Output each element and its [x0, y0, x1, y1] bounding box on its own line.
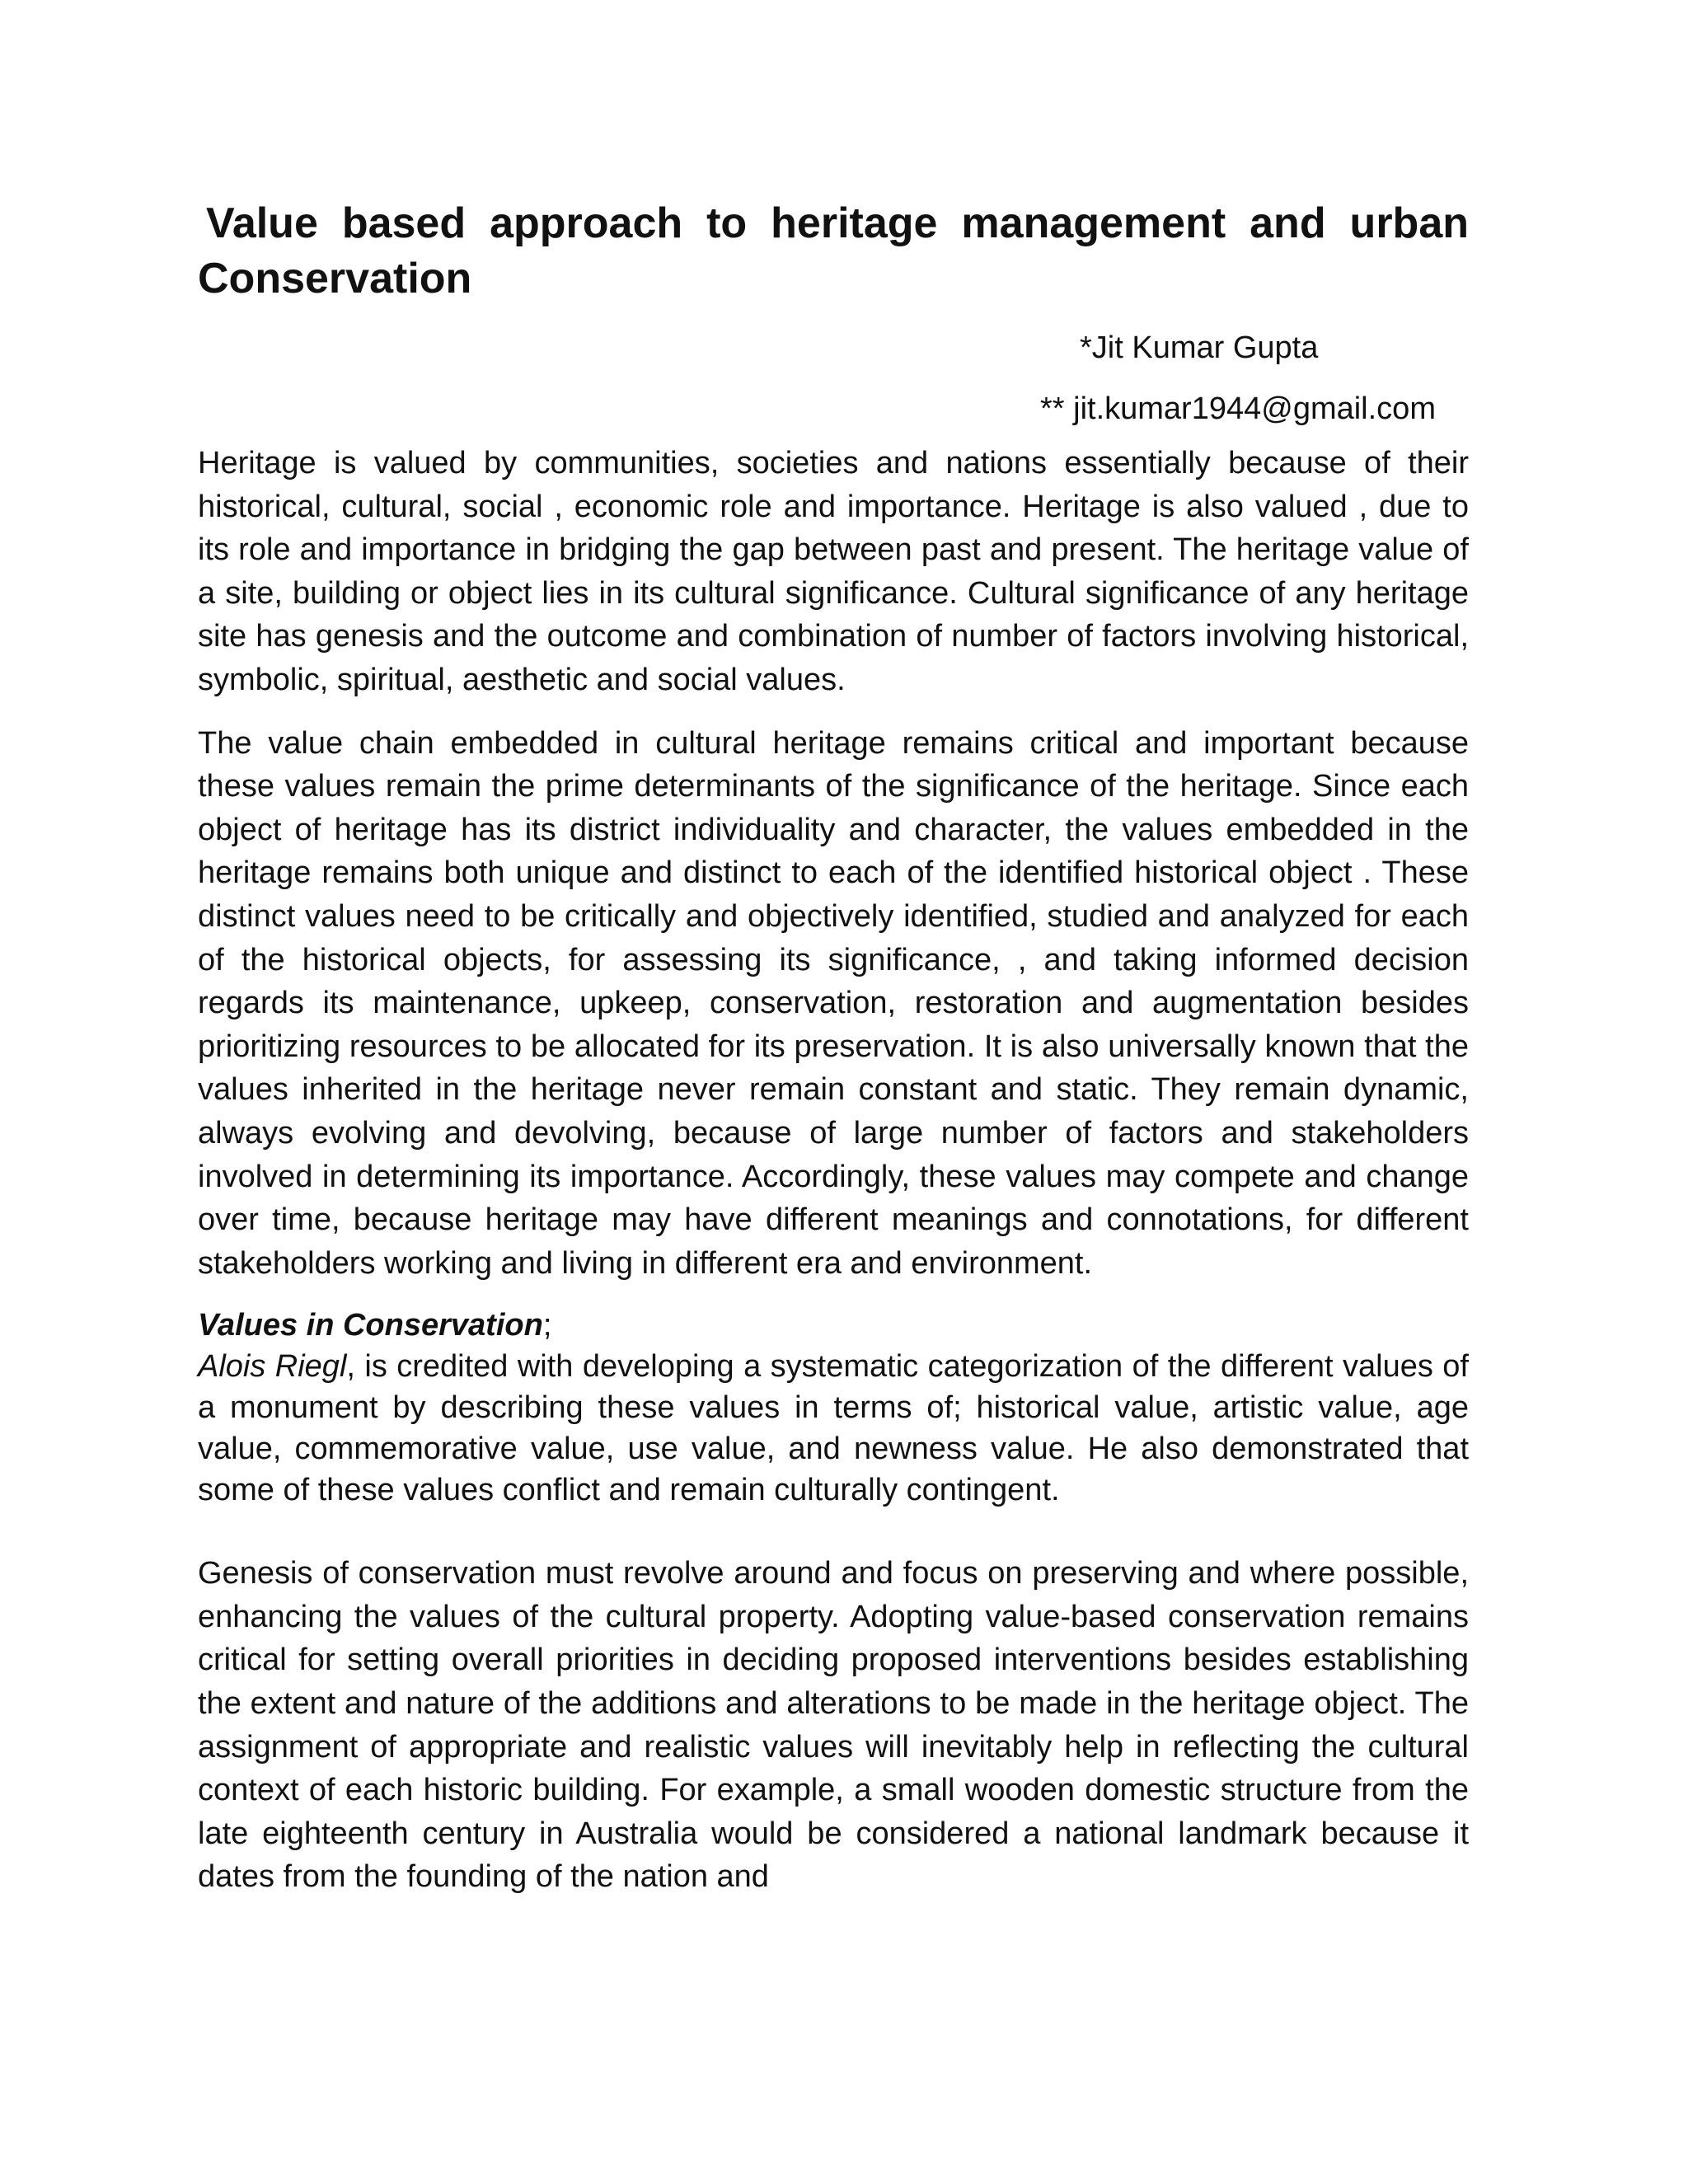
- section-heading: [198, 1305, 1469, 1346]
- author-name: *Jit Kumar Gupta: [1080, 330, 1319, 365]
- document-body: [198, 196, 1469, 1899]
- section-heading-suffix: ;: [542, 1308, 552, 1343]
- document-title: [198, 196, 1469, 307]
- paragraph-3: [198, 1346, 1469, 1511]
- author-block: [198, 307, 1469, 430]
- paragraph-1: Heritage is valued by communities, societies and nations essentially because of their historical, cultural, social , economic role and importance. Heritage is also valued , due to its role and importance in bridging the gap between past and present. The heritage value of a site, building or object lies in its cultural significance. Cultural significance of any heritage site has genesis and the outcome and combination of number of factors involving historical, symbolic, spiritual, aesthetic and social values.: [198, 446, 1469, 697]
- title-line-2: Conservation: [198, 255, 472, 302]
- title-line-1: Value based approach to heritage management and urban: [206, 199, 1469, 247]
- author-email: ** jit.kumar1944@gmail.com: [1040, 391, 1436, 426]
- paragraph-4: Genesis of conservation must revolve around and focus on preserving and where possible, enhancing the values of the cultural property. Adopting value-based conservation remains critical for setting overall priorities in deciding proposed interventions besides establishing the extent and nature of the additions and alterations to be made in the heritage object. The assignment of appropriate and realistic values will inevitably help in reflecting the cultural context of each historic building. For example, a small wooden domestic structure from the late eighteenth century in Australia would be considered a national landmark because it dates from the founding of the nation and: [198, 1556, 1469, 1895]
- paragraph-3-name: Alois Riegl: [198, 1349, 347, 1385]
- paragraph-2: The value chain embedded in cultural heritage remains critical and important because these values remain the prime determinants of the significance of the heritage. Since each object of heritage has its district individuality and character, the values embedded in the heritage remains both unique and distinct to each of the identified historical object . These distinct values need to be critically and objectively identified, studied and analyzed for each of the historical objects, for assessing its significance, , and taking informed decision regards its maintenance, upkeep, conservation, restoration and augmentation besides prioritizing resources to be allocated for its preservation. It is also universally known that the values inherited in the heritage never remain constant and static. They remain dynamic, always evolving and devolving, because of large number of factors and stakeholders involved in determining its importance. Accordingly, these values may compete and change over time, because heritage may have different meanings and connotations, for different stakeholders working and living in different era and environment.: [198, 725, 1469, 1281]
- section-heading-text: Values in Conservation: [198, 1308, 543, 1343]
- paragraph-3-text: , is credited with developing a systematic categorization of the different values of a monument by describing these values in terms of; historical value, artistic value, age value, commemorative value, use value, and newness value. He also demonstrated that some of these values conflict and remain culturally contingent.: [198, 1349, 1469, 1508]
